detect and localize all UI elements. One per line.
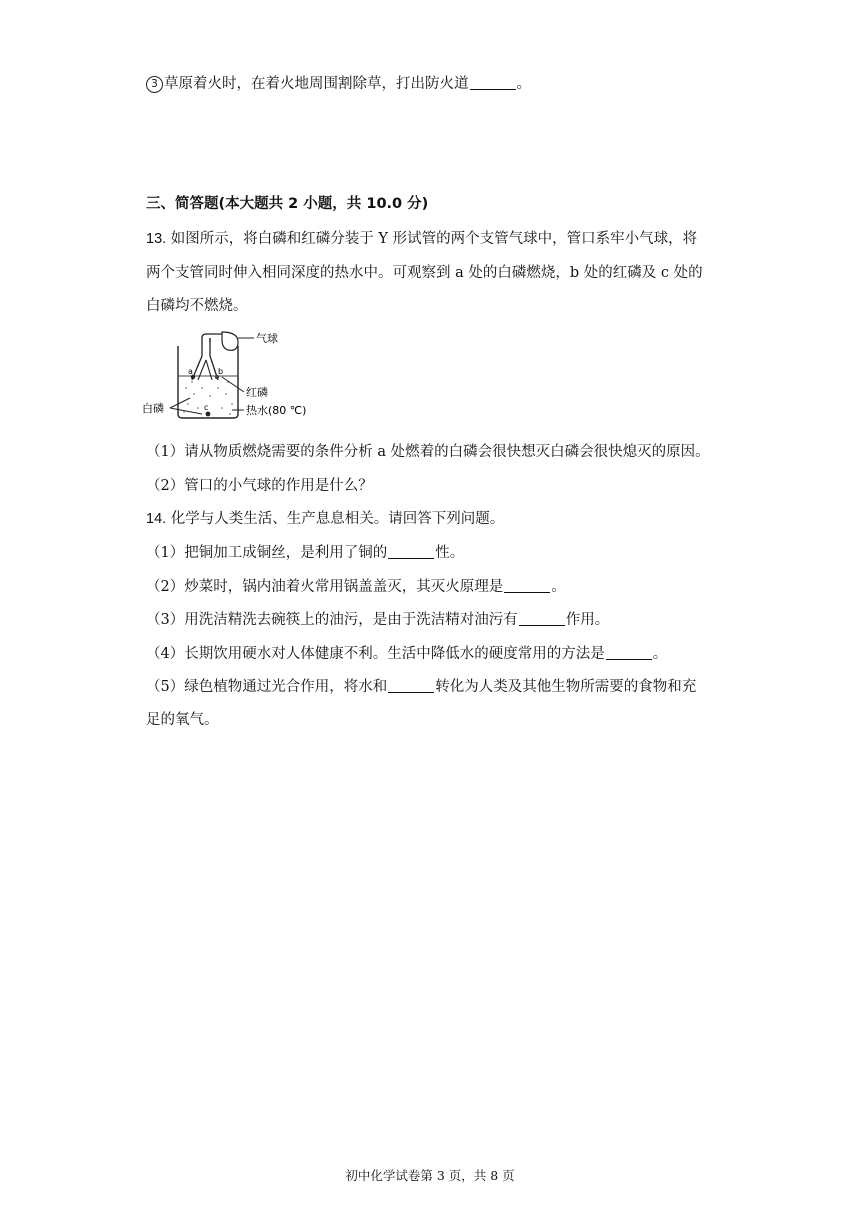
q14-sub-2: （2）炒菜时，锅内油着火常用锅盖盖灭，其灭火原理是 。 [146, 579, 566, 595]
q13-line-3: 白磷均不燃烧。 [146, 298, 248, 314]
label-c: c [204, 403, 209, 412]
q14-intro: 化学与人类生活、生产息息相关。请回答下列问题。 [170, 511, 505, 527]
label-hot-water: 热水(80 ℃) [246, 404, 307, 417]
answer-blank[interactable] [388, 544, 434, 559]
q13-sub-1: （1）请从物质燃烧需要的条件分析 a 处燃着的白磷会很快想灭白磷会很快熄灭的原因。 [146, 444, 710, 460]
answer-blank[interactable] [519, 611, 565, 626]
q14-sub-4: （4）长期饮用硬水对人体健康不利。生活中降低水的硬度常用的方法是 。 [146, 646, 668, 662]
q14-sub-3: （3）用洗洁精洗去碗筷上的油污，是由于洗洁精对油污有 作用。 [146, 612, 610, 628]
item-3: 3 草原着火时，在着火地周围割除草，打出防火道 。 [146, 74, 531, 94]
q13-text-1: 如图所示，将白磷和红磷分装于 Y 形试管的两个支管气球中，管口系牢小气球，将 [170, 231, 698, 247]
q14-sub-5: （5）绿色植物通过光合作用，将水和 转化为人类及其他生物所需要的食物和充 [146, 679, 697, 695]
circled-number-3: 3 [146, 76, 163, 93]
q14-intro-line [146, 509, 504, 529]
y-tube-experiment-figure [140, 330, 307, 422]
label-white-phosphorus: 白磷 [142, 402, 164, 415]
answer-blank[interactable] [504, 578, 550, 593]
answer-blank[interactable] [388, 678, 434, 693]
label-balloon: 气球 [256, 332, 278, 345]
page-footer: 初中化学试卷第 3 页，共 8 页 [345, 1168, 515, 1183]
q13-line-1 [146, 229, 697, 249]
q13-sub-2: （2）管口的小气球的作用是什么？ [146, 478, 373, 494]
section-heading: 三、简答题(本大题共 2 小题，共 10.0 分) [146, 196, 429, 212]
q14-sub-5-cont: 足的氧气。 [146, 712, 219, 728]
item-3-text: 草原着火时，在着火地周围割除草，打出防火道 [164, 76, 469, 92]
question-number: 14. [146, 511, 167, 527]
q13-line-2: 两个支管同时伸入相同深度的热水中。可观察到 a 处的白磷燃烧，b 处的红磷及 c 处的 [146, 265, 703, 281]
answer-blank[interactable] [470, 75, 516, 90]
label-b: b [218, 367, 224, 376]
label-a: a [188, 367, 193, 376]
question-number: 13. [146, 231, 167, 247]
q14-sub-1: （1）把铜加工成铜丝，是利用了铜的 性。 [146, 545, 465, 561]
answer-blank[interactable] [606, 645, 652, 660]
label-red-phosphorus: 红磷 [246, 386, 268, 399]
